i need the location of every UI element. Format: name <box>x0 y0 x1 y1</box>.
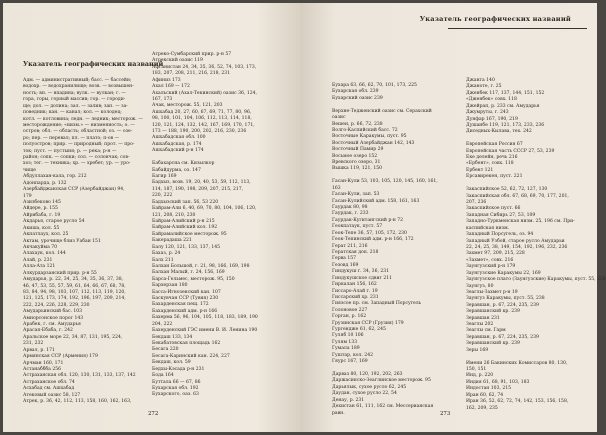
index-entry: Акчакуйма 70 <box>23 244 58 250</box>
index-entry: Гиссарский хр. 231 <box>332 294 379 300</box>
index-entry: Джейрап, р. 233 см. Амударья <box>466 103 540 109</box>
index-entry: Денау, р. 231 <box>332 397 365 403</box>
index-entry: Имени 26 Бакинских Комиссаров 80, 130, <box>466 360 568 366</box>
index-entry: Бадхызский зап. 56, 53 220 <box>152 199 219 205</box>
index-entry: Европейская Россия 67 <box>466 142 523 148</box>
index-entry: Гасан-Кули 53, 103, 105, 120, 145, 160, 161, <box>332 179 438 185</box>
index-entry: Байрам-Али 6, 40, 69, 70, 80, 104, 106, 120, <box>152 206 257 212</box>
index-entry: Алай, р. 231 <box>23 257 53 263</box>
index-entry: Байрам-Алийский р-н 215 <box>152 218 215 224</box>
index-entry: Бекабатовская площадь 162 <box>152 340 221 346</box>
index-entry: Закаспийское пуст. 66 <box>466 206 521 212</box>
index-entry: Волго-Каспийский басс. 72 <box>332 127 398 133</box>
index-entry: Гиязсое пр. см. Западный Порсугель <box>332 301 422 307</box>
index-entry: Бахаз, р. 24 <box>152 251 181 257</box>
index-entry: 220, 222 <box>152 193 173 199</box>
index-entry: Бадхыз, возв. 19, 20, 40, 53, 59, 112, 113, <box>152 180 251 186</box>
index-entry: Западный Порсугель, оз. 94 <box>466 232 534 238</box>
index-entry: Ерсавирекен, пуст. 221 <box>466 174 523 180</box>
index-entry: Акдарья, старое русло 54 <box>23 219 85 225</box>
index-entry: Алкурдарзанский прир. р-н 55 <box>23 270 97 276</box>
running-head: Указатель географических названий <box>419 15 571 23</box>
index-entry: ро; пер. — перевал; пл. — плато; п-ов — <box>23 135 120 141</box>
index-entry: 22, 24, 25, 38, 149, 154, 192, 196, 232, 236 <box>466 244 568 250</box>
index-entry: равн. <box>332 410 345 416</box>
index-entry: Зеравшан, р. 67, 224, 235, 239 <box>466 302 539 308</box>
index-entry: Гумала 189 <box>332 346 360 352</box>
index-entry: Акиша, кол. 55 <box>23 225 60 231</box>
index-entry: Бедхы-Кэсада р-н 231 <box>152 366 205 372</box>
header-rule <box>448 28 587 29</box>
index-entry: Бесага 220 <box>152 347 179 353</box>
index-entry: 121, 125, 173, 174, 192, 196, 197, 209, 214, <box>23 296 126 302</box>
index-entry: Атреко-Сумбарский прир. р-н 57 <box>152 52 232 57</box>
index-entry: Заунгуз Каракумы, пуст. 55, 238 <box>466 296 545 302</box>
index-entry: Гиндукушское сдвиг 211 <box>332 275 392 281</box>
index-entry: котл. — котловина; ледн. — ледник; месторож. — <box>23 116 143 122</box>
index-entry: ность; вп. — впадина; вулк. — вулкан; г. — <box>23 90 126 96</box>
index-entry: Даржасинско-Зеаглинское месторож. 95 <box>332 378 431 384</box>
index-entry: Афиниз 173 <box>152 77 181 83</box>
index-entry: Бухарская обл. 192 <box>152 385 199 391</box>
index-entry: Ахал 169 — 172 <box>152 84 190 90</box>
index-entry: Джаноте, г. 25 <box>466 84 502 90</box>
index-entry: Бекдаш 133, 134 <box>152 334 193 340</box>
index-entry: 83, 84, 94, 98, 103, 107, 112, 113, 119, 120, <box>23 289 126 295</box>
index-entry: Гезовд 169 <box>332 262 359 268</box>
index-entry: Ахальский (Ахал-Текинский) оазис 36, 124, <box>152 90 257 96</box>
index-entry: Гуляб 10 106 <box>332 333 364 339</box>
index-entry: ток; пуст. — пустыня; р. — река; р-н — <box>23 148 117 154</box>
index-entry: Бахарденская пещ. 172 <box>152 302 209 308</box>
index-entry: Айдере, р. 155 <box>23 206 58 212</box>
index-entry: Западный Узбой, старое русло Амударьи <box>466 238 565 244</box>
index-entry: Джумруты, г. 243 <box>466 110 509 116</box>
index-entry: Бода 164 <box>152 373 174 379</box>
index-entry: Атрек, р. 36, 42, 112, 113, 158, 160, 162, 163, <box>23 399 132 405</box>
index-entry: Айрибаба, г. 19 <box>23 212 61 218</box>
index-entry: Зеравшанский кр. 239 <box>466 341 520 347</box>
index-entry: Бахарденский адм. р-н 166 <box>152 308 218 314</box>
index-entry: полуостров; прир. — природный; прот. — про- <box>23 142 135 148</box>
index-entry: Закаспийское 52, 62, 72, 127, 130 <box>466 187 548 193</box>
index-entry: хоз; тег. — техника; хр. — хребет; ур. — уро- <box>23 161 131 167</box>
index-entry: Гиркалан 156, 162 <box>332 282 377 288</box>
index-entry: Гаурдак-Кугитангский р-н 72 <box>332 217 404 223</box>
index-entry: Дарьялык, сухое русло 62, 245 <box>332 384 407 390</box>
index-entry: Астраханское обл. 74 <box>23 379 75 385</box>
index-entry: 162, 209, 235 <box>466 405 498 411</box>
index-entry: остров; обл. — область; областной; оз. — озе- <box>23 129 133 135</box>
index-entry: Герат 211, 216 <box>332 243 368 249</box>
section-title: Указатель географических названий <box>23 60 164 68</box>
index-entry: Байрам-Алийский кол. 192 <box>152 225 218 231</box>
index-entry: Иран 36, 52, 62, 72, 74, 142, 153, 156, 158, <box>466 399 569 405</box>
index-entry: 114, 187, 190, 198, 209, 207, 215, 217, <box>152 186 244 192</box>
right-page <box>300 3 606 432</box>
index-entry: Ербент 121 <box>466 167 494 173</box>
index-entry: Голоновое 227 <box>332 307 368 313</box>
index-entry: Гулям 133 <box>332 339 358 345</box>
index-column-4 <box>466 78 606 412</box>
index-entry: Даудан, сухое русло 22, 54 <box>332 391 397 397</box>
index-entry: «Дженбек» совх. 118 <box>466 97 517 103</box>
index-entry: Актам, урочище близ Уабаи 151 <box>23 238 101 244</box>
index-entry: 163 <box>332 185 341 191</box>
index-entry: 98, 100, 101, 104, 106, 112, 113, 114, 118, <box>152 116 252 122</box>
index-entry: Аральское море 22, 34, 87, 131, 195, 224, <box>23 334 123 340</box>
index-entry: Амнорсонское порог 143 <box>23 315 84 321</box>
index-entry: Заунгузский р-н 179 <box>466 264 516 270</box>
index-entry: 207, 236 <box>466 200 487 206</box>
index-entry: Гургендже 61, 62, 245 <box>332 327 386 333</box>
index-entry: Бухара 63, 66, 62, 70, 101, 173, 225 <box>332 83 417 88</box>
index-entry: Западно-Туркменская низм. 25, 196 см. При- <box>466 219 575 225</box>
index-entry: Заунгузские Каракумы 22, 169 <box>466 270 541 276</box>
page-number: 273 <box>440 411 451 417</box>
index-entry: 179 <box>23 193 32 199</box>
index-entry: 121, 208, 210, 230 <box>152 212 196 218</box>
index-entry: Вешен, р. 66, 72, 238 <box>332 121 383 127</box>
index-entry: 222, 224, 226, 228, 229, 230 <box>23 302 90 308</box>
index-entry: Гиндукуш г. 34, 36, 231 <box>332 269 390 275</box>
index-entry: Гасан-Кулийский адм. 158, 161, 163 <box>332 198 420 204</box>
index-entry: Афганистан 24, 34, 35, 36, 52, 74, 103, 173, <box>152 64 257 70</box>
index-entry: Ашхабадский р-н 174 <box>152 148 204 154</box>
index-entry: Еке делейн, речь 216 <box>466 155 518 161</box>
index-entry: Акпатлаух, кол. 25 <box>23 232 69 238</box>
index-entry: Вревского озеро, 31 <box>332 160 381 166</box>
index-entry: Ашхабад 20, 27, 60, 67, 69, 71, 77, 80, 96, <box>152 109 252 115</box>
index-entry: Астраханская обл. 120, 130, 131, 133, 137, 142 <box>23 373 136 379</box>
index-entry: Гаурдак, г. 233 <box>332 211 369 217</box>
index-entry: Геок-Тепе 36, 57, 105, 172, 230 <box>332 230 407 236</box>
index-entry: Бабайдурма, оз. 147 <box>152 167 201 173</box>
index-entry: Горган, р. 162 <box>332 314 367 320</box>
index-entry: Вышка 119, 121, 150 <box>332 166 383 172</box>
index-entry: Багир 169 <box>152 174 177 180</box>
index-entry: Бахерденский ГЭС имени В. И. Ленина 190 <box>152 328 258 334</box>
index-entry: Душанбе 119, 121, 173, 233, 236 <box>466 122 545 128</box>
index-entry: Бархерзан 180 <box>152 283 188 289</box>
index-entry: чище <box>23 167 36 173</box>
index-entry: Гиссаро-Алай г. 19 <box>332 288 378 294</box>
index-entry: Бекдаш, кол. 59 <box>152 360 191 366</box>
index-entry: Азизбеково 145 <box>23 200 61 206</box>
index-entry: Балхан Малый, г. 24, 156, 169 <box>152 270 225 276</box>
index-entry: Бухарская обл. 239 <box>332 89 379 95</box>
index-entry: Амударьинский бас. 103 <box>23 309 83 315</box>
index-entry: Бухарского, оаз. 63 <box>152 392 199 398</box>
index-entry: Адм. — административный; басс. — бассейн; <box>23 78 132 83</box>
index-entry: Закаспийская обл. 67, 68, 69, 70, 177, 201, <box>466 193 569 199</box>
index-entry: 167, 173 <box>152 96 173 102</box>
index-entry: Атрекский оазис 119 <box>152 58 203 64</box>
index-entry: Адонпарда, р. 132 <box>23 180 67 186</box>
index-entry: Восточный Азербайджан 142, 143 <box>332 140 415 146</box>
index-entry: Заунгуз, 80 <box>466 283 494 289</box>
index-entry: Верхне-Тедженский оазис см. Серахский <box>332 108 432 114</box>
index-entry: Абдуллахан-кала, гор. 212 <box>23 174 87 180</box>
index-entry: Баскувчан ССР (Тувия) 230 <box>152 296 219 302</box>
index-entry: Герва 157 <box>332 256 357 262</box>
index-entry: 173 — 188, 190, 200, 202, 216, 230, 236 <box>152 129 247 135</box>
index-entry: ще; дол. — долина; зал. — залив; зап. — за- <box>23 103 128 109</box>
index-entry: гора, горы, горный массив; гор. — городи- <box>23 97 126 103</box>
index-entry: Европейская часть СССР 27, 53, 239 <box>466 148 555 154</box>
index-entry: Восьмое озеро 152 <box>332 153 378 159</box>
index-entry: 150, 151 <box>466 366 487 372</box>
index-entry: поведник; кан. — канал; кол. — колодец; <box>23 110 122 116</box>
index-entry: Гаурдак 80, 98 <box>332 205 368 211</box>
index-entry: Астанаббба 256 <box>23 366 62 372</box>
index-entry: Атековый оазис 58, 127 <box>23 392 81 398</box>
index-entry: Инд, р. 220 <box>466 373 494 379</box>
index-entry: Дарваз 80, 120, 192, 202, 263 <box>332 371 403 377</box>
index-entry: Дунфар 167, 190, 219 <box>466 116 518 122</box>
index-entry: Зеравшан, р. 67, 224, 235, 239 <box>466 334 539 340</box>
index-entry: Буттала 66 — 67, 86 <box>152 379 201 385</box>
index-entry: «Захмет», совх. 216 <box>466 257 514 263</box>
index-entry: Армянская ССР (Армения) 179 <box>23 354 98 360</box>
index-entry: 183, 207, 208, 211, 216, 218, 231 <box>152 71 231 77</box>
index-entry: Гуштар, кол. 242 <box>332 352 373 358</box>
index-entry: каспийская низм. <box>466 225 510 231</box>
index-entry: Гасан-Кули, зап. 53 <box>332 192 380 198</box>
index-entry: Захмет 97, 209, 215, 228 <box>466 251 525 257</box>
index-entry: Балу 120, 121, 133, 137, 145 <box>152 244 221 250</box>
index-entry: Иран 60, 62, 74 <box>466 392 504 398</box>
index-entry: Бакерадаша 221 <box>152 238 192 244</box>
index-entry: Диседных-Кылава, тех. 242 <box>466 129 532 135</box>
index-column-3 <box>332 83 452 417</box>
index-entry: Амударья, р. 22, 34, 25, 34, 35, 36, 37, 38, <box>23 277 124 283</box>
index-entry: Балхан Большой, г. 21, 98, 166, 169, 198 <box>152 263 250 269</box>
index-entry: Азербайджанская ССР (Азербайджан) 94, <box>23 187 125 193</box>
index-entry: Алахаук, кол. 144 <box>23 251 66 257</box>
index-entry: Гератская доп. 218 <box>332 249 379 255</box>
index-entry: Геок-Тепинский адм. р-н 166, 172 <box>332 237 414 243</box>
index-entry: Джанга 140 <box>466 78 495 83</box>
index-entry: Барса-Гельмес, месторож. 95, 150 <box>152 276 235 282</box>
index-entry: Байрамалийское месторож. 95 <box>152 231 227 237</box>
index-entry: 231, 232 <box>23 341 44 347</box>
index-entry: Индия 61, 68, 91, 103, 183 <box>466 379 530 385</box>
index-entry: Арабек, г. см. Амударья <box>23 322 81 328</box>
index-entry: Индостан 103, 215 <box>466 386 512 392</box>
index-entry: 204, 222 <box>152 321 173 327</box>
index-entry: Басса-Игнозенский кан. 107 <box>152 289 221 295</box>
index-entry: Бабахарсна см. Кизылкор <box>152 161 215 167</box>
index-entry: оазис <box>332 115 346 121</box>
index-entry: Арасап-Ебаба, г. 242 <box>23 328 73 334</box>
index-entry: Грузинская ССР (Грузия) 179 <box>332 320 404 326</box>
book-spread <box>3 3 606 432</box>
index-entry: Бухарский оазис 239 <box>332 95 383 101</box>
index-entry: Геокпатаук, пуст. 57 <box>332 224 383 230</box>
index-entry: Асхабад см. Ашхабад <box>23 386 75 392</box>
index-entry: Бахерма 56, 96, 104, 105, 118, 183, 189, 190 <box>152 315 258 321</box>
index-column-1 <box>23 78 141 406</box>
index-entry: Зеаглы см. Гарм <box>466 328 506 334</box>
index-entry: 120, 121, 124, 132, 142, 167, 169, 170, 171, <box>152 122 255 128</box>
index-entry: Гяурс 167, 169 <box>332 359 368 365</box>
index-entry: 46, 47, 53, 55, 57, 59, 61, 64, 66, 67, 68, 78, <box>23 283 126 289</box>
index-entry: Зеаглы 202 <box>466 322 494 328</box>
index-column-2 <box>152 52 272 399</box>
index-entry: месторождение; «низм.» — низменность; о. — <box>23 122 135 128</box>
index-entry: Заунгузское плато (Заунгузские) Каракумы, пуст. 55, 238 <box>466 277 606 283</box>
index-entry: Зеравшанский кр. 239 <box>466 309 520 315</box>
index-entry: Ачак, месторож. 55, 121, 203 <box>152 103 223 109</box>
index-entry: Дженбек 117, 137, 144, 151, 152 <box>466 90 545 96</box>
index-entry: Восточный Памир 29 <box>332 147 384 153</box>
index-entry: Западная Сибирь 27, 53, 109 <box>466 212 536 218</box>
index-entry: район; сопк. — сопки; сол. — солончак; сов- <box>23 155 130 161</box>
index-entry: Дехистан 61, 111, 162 см. Мессерианская <box>332 404 434 410</box>
page-number: 272 <box>148 411 159 417</box>
index-entry: «Ербент», совх. 118 <box>466 161 514 167</box>
index-entry: Ашхабадская обл. 100 <box>152 135 206 141</box>
index-entry: Арчман 160, 171 <box>23 360 64 366</box>
index-entry: Бесага-Каринский кан. 224, 227 <box>152 353 230 359</box>
index-entry: Зеравшан 231 <box>466 315 500 321</box>
index-entry: водохр. — водохранилище; возв. — возвышен- <box>23 84 134 90</box>
index-entry: Арвал, р. 171 <box>23 347 55 353</box>
index-entry: Алла-Ата 121 <box>23 264 56 270</box>
left-page <box>3 3 300 432</box>
index-entry: Восточные Каракумы, пуст. 95 <box>332 134 407 140</box>
index-entry: Балх 211 <box>152 257 174 263</box>
index-entry: Зеаглы-Захмет р-н 19 <box>466 289 518 295</box>
index-entry: Зеры 169 <box>466 347 489 353</box>
index-entry: Ашхабадская, р. 174 <box>152 141 202 147</box>
